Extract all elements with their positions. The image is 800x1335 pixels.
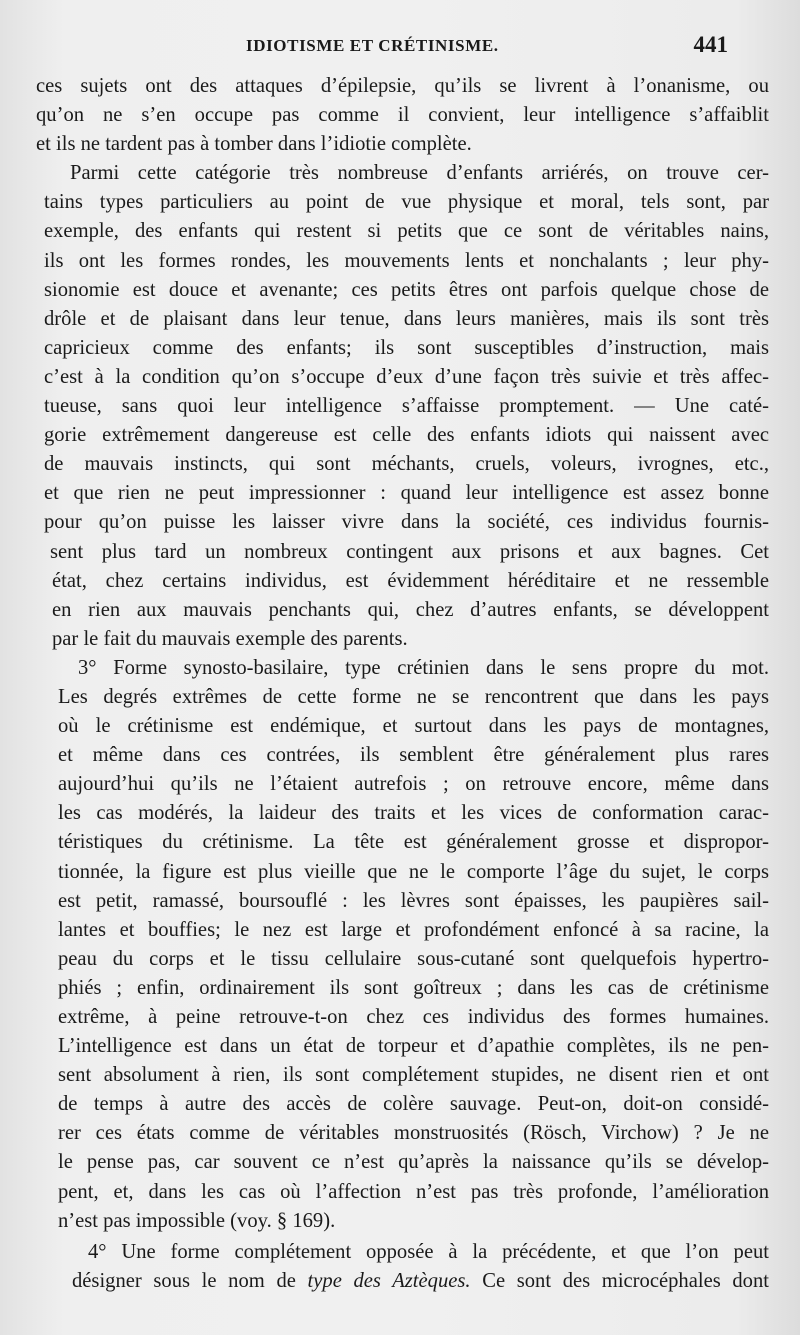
text-line-with-italic	[72, 1267, 769, 1296]
text-line: et même dans ces contrées, ils semblent être généralement plus rares	[58, 744, 769, 767]
text-line: c’est à la condition qu’on s’occupe d’eux d’une façon très suivie et très affec-	[44, 365, 769, 388]
text-line: extrême, à peine retrouve-t-on chez ces individus des formes humaines.	[58, 1006, 769, 1028]
text-line: drôle et de plaisant dans leur tenue, dans leurs manières, mais ils sont très	[44, 307, 769, 330]
page-header	[0, 32, 800, 66]
text-line: état, chez certains individus, est évidemment héréditaire et ne ressemble	[52, 569, 769, 592]
text-line: 3° Forme synosto-basilaire, type crétinien dans le sens propre du mot.	[78, 656, 769, 679]
text-line: sent absolument à rien, ils sont complétement stupides, ne disent rien et ont	[58, 1064, 769, 1087]
text-line: de temps à autre des accès de colère sauvage. Peut-on, doit-on considé-	[58, 1093, 769, 1116]
text-line: est petit, ramassé, boursouflé : les lèvres sont épaisses, les paupières sail-	[58, 889, 769, 912]
text-line: peau du corps et le tissu cellulaire sous-cutané sont quelquefois hypertro-	[58, 947, 769, 970]
text-line: et ils ne tardent pas à tomber dans l’idiotie complète.	[36, 133, 472, 156]
text-line: Parmi cette catégorie très nombreuse d’enfants arriérés, on trouve cer-	[70, 162, 769, 185]
text-line: tains types particuliers au point de vue physique et moral, tels sont, par	[44, 191, 769, 214]
running-head: IDIOTISME ET CRÉTINISME.	[246, 36, 499, 55]
text-line: ces sujets ont des attaques d’épilepsie, qu’ils se livrent à l’onanisme, ou	[36, 75, 769, 97]
text-line: exemple, des enfants qui restent si petits que ce sont de véritables nains,	[44, 220, 769, 243]
text-line: par le fait du mauvais exemple des parents.	[52, 627, 408, 650]
text-line: qu’on ne s’en occupe pas comme il convient, leur intelligence s’affaiblit	[36, 104, 769, 127]
text-line: Les degrés extrêmes de cette forme ne se rencontrent que dans les pays	[58, 685, 769, 708]
text-line: de mauvais instincts, qui sont méchants, cruels, voleurs, ivrognes, etc.,	[44, 453, 769, 476]
text-segment: Ce sont des microcéphales dont	[470, 1269, 769, 1292]
text-line: tionnée, la figure est plus vieille que ne le comporte l’âge du sujet, le corps	[58, 860, 769, 883]
text-line: rer ces états comme de véritables monstruosités (Rösch, Virchow) ? Je ne	[58, 1122, 769, 1145]
text-line: lantes et bouffies; le nez est large et profondément enfoncé à sa racine, la	[58, 918, 769, 941]
text-line: le pense pas, car souvent ce n’est qu’après la naissance qu’ils se dévelop-	[58, 1151, 769, 1174]
text-line: pour qu’on puisse les laisser vivre dans la société, ces individus fournis-	[44, 511, 769, 534]
paragraph-4	[62, 1238, 769, 1296]
text-line: téristiques du crétinisme. La tête est généralement grosse et dispropor-	[58, 831, 769, 854]
text-line: les cas modérés, la laideur des traits et les vices de conformation carac-	[58, 802, 769, 825]
paragraph-3	[52, 654, 769, 1236]
text-line: 4° Une forme complétement opposée à la précédente, et que l’on peut	[88, 1240, 769, 1263]
body-text	[36, 72, 769, 1296]
text-line: gorie extrêmement dangereuse est celle des enfants idiots qui naissent avec	[44, 424, 769, 447]
text-line: pent, et, dans les cas où l’affection n’est pas très profonde, l’amélioration	[58, 1180, 769, 1203]
text-line: et que rien ne peut impressionner : quand leur intelligence est assez bonne	[44, 482, 769, 505]
text-line: ils ont les formes rondes, les mouvements lents et nonchalants ; leur phy-	[44, 249, 769, 272]
paragraph-1	[36, 72, 769, 159]
text-line: où le crétinisme est endémique, et surtout dans les pays de montagnes,	[58, 715, 769, 738]
text-line: n’est pas impossible (voy. § 169).	[58, 1209, 336, 1232]
paragraph-2	[44, 159, 769, 654]
text-line: aujourd’hui qu’ils ne l’étaient autrefois ; on retrouve encore, même dans	[58, 773, 769, 796]
page-number: 441	[693, 32, 728, 57]
text-line: capricieux comme des enfants; ils sont susceptibles d’instruction, mais	[44, 336, 769, 359]
text-line: phiés ; enfin, ordinairement ils sont goîtreux ; dans les cas de crétinisme	[58, 976, 769, 999]
italic-term: type des Aztèques.	[307, 1269, 471, 1292]
text-line: tueuse, sans quoi leur intelligence s’affaisse promptement. — Une caté-	[44, 395, 769, 418]
text-line: L’intelligence est dans un état de torpeur et d’apathie complètes, ils ne pen-	[58, 1035, 769, 1058]
text-segment: désigner sous le nom de	[72, 1269, 308, 1292]
text-line: en rien aux mauvais penchants qui, chez d’autres enfants, se développent	[52, 598, 769, 621]
text-line: sent plus tard un nombreux contingent aux prisons et aux bagnes. Cet	[50, 540, 769, 563]
text-line: sionomie est douce et avenante; ces petits êtres ont parfois quelque chose de	[44, 278, 769, 301]
